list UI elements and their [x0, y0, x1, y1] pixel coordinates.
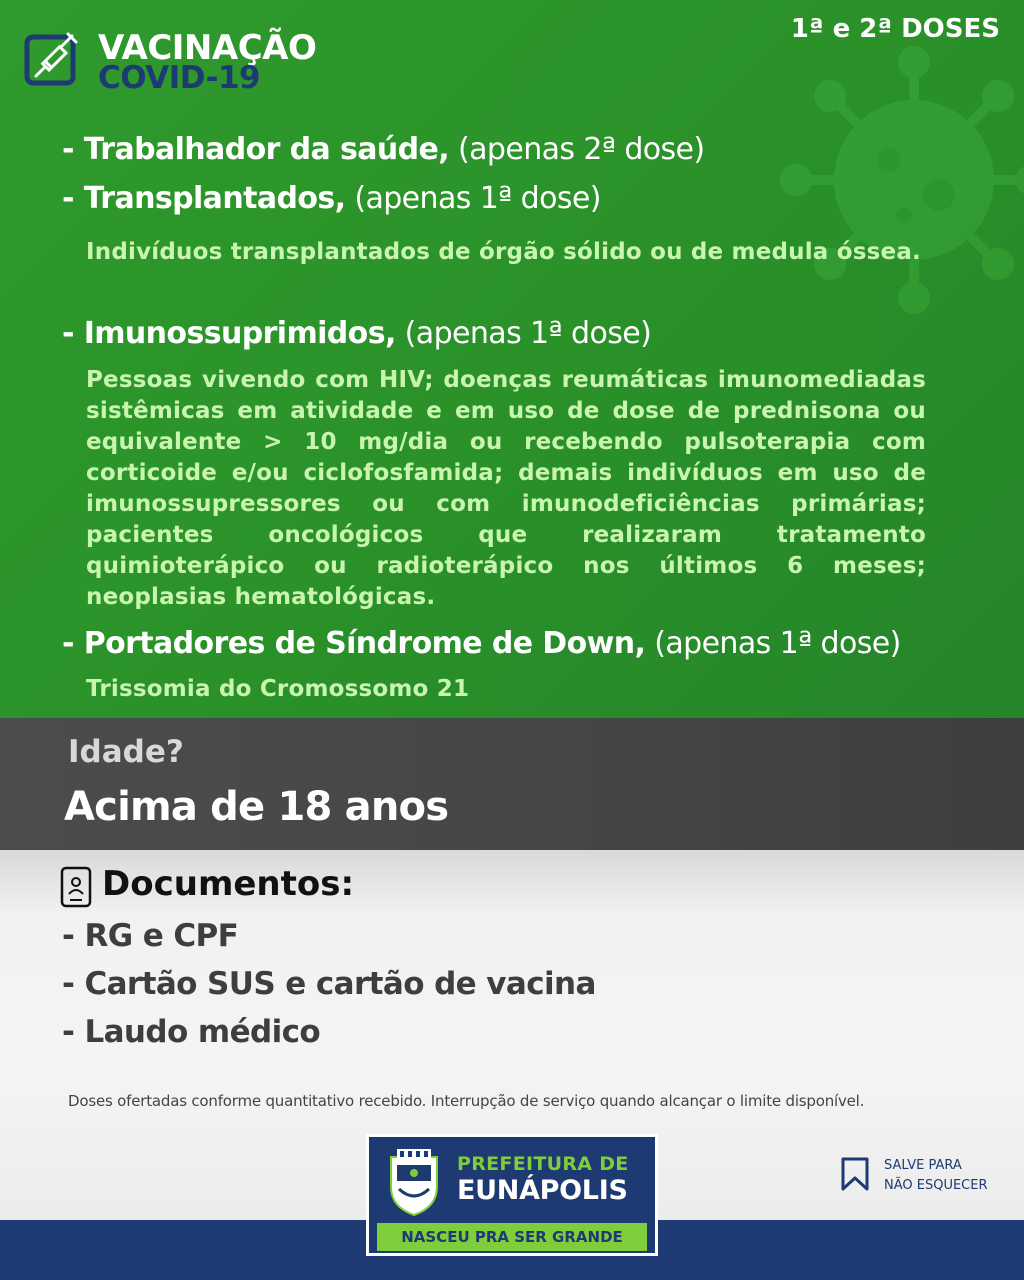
- crest-icon: [385, 1147, 443, 1217]
- save-line2: NÃO ESQUECER: [884, 1178, 988, 1193]
- group-title: - Portadores de Síndrome de Down,: [62, 626, 646, 661]
- campaign-subtitle: COVID-19: [98, 60, 261, 96]
- group-dose-note: (apenas 1ª dose): [395, 316, 652, 351]
- virus-icon: [764, 30, 1024, 330]
- group-description: Pessoas vivendo com HIV; doenças reumáticas imunomediadas sistêmicas em atividade e em uso de dose de prednisona ou equivalente > 10 mg/dia ou recebendo pulsoterapia com corticoide e/ou ciclofosfamida; demais indivíduos em uso de imunossupressores ou com imunodeficiências primárias; pacientes oncológicos que realizaram tratamento quimioterápico ou radioterápico nos últimos 6 meses; neoplasias hematológicas.: [86, 367, 926, 610]
- syringe-checkbox-icon: [24, 32, 78, 86]
- group-title: - Trabalhador da saúde,: [62, 132, 450, 167]
- logo-line1: PREFEITURA DE: [457, 1153, 629, 1175]
- document-item: - Cartão SUS e cartão de vacina: [62, 966, 596, 1002]
- group-description: Trissomia do Cromossomo 21: [86, 676, 470, 702]
- save-reminder: [884, 1156, 988, 1196]
- age-question: Idade?: [68, 734, 184, 770]
- campaign-title: VACINAÇÃO: [98, 28, 317, 68]
- id-card-icon: [60, 866, 92, 908]
- group-title: - Transplantados,: [62, 181, 346, 216]
- group-immunosuppressed: [62, 316, 651, 351]
- logo-slogan: NASCEU PRA SER GRANDE: [377, 1223, 647, 1251]
- group-dose-note: (apenas 1ª dose): [645, 626, 901, 661]
- group-transplanted: [62, 181, 601, 216]
- doses-label: 1ª e 2ª DOSES: [790, 14, 1000, 44]
- city-logo: [366, 1134, 658, 1256]
- bookmark-icon[interactable]: [840, 1156, 870, 1192]
- document-item: - RG e CPF: [62, 918, 239, 954]
- group-down-syndrome: [62, 626, 901, 661]
- document-item: - Laudo médico: [62, 1014, 321, 1050]
- group-dose-note: (apenas 2ª dose): [449, 132, 705, 167]
- documents-title: Documentos:: [102, 864, 355, 904]
- save-line1: SALVE PARA: [884, 1158, 962, 1173]
- group-title: - Imunossuprimidos,: [62, 316, 396, 351]
- group-health-workers: [62, 132, 705, 167]
- logo-line2: EUNÁPOLIS: [457, 1175, 628, 1206]
- group-description: Indivíduos transplantados de órgão sólido ou de medula óssea.: [86, 239, 921, 265]
- footnote: Doses ofertadas conforme quantitativo recebido. Interrupção de serviço quando alcançar o limite disponível.: [68, 1092, 865, 1110]
- age-value: Acima de 18 anos: [64, 784, 449, 830]
- group-dose-note: (apenas 1ª dose): [345, 181, 601, 216]
